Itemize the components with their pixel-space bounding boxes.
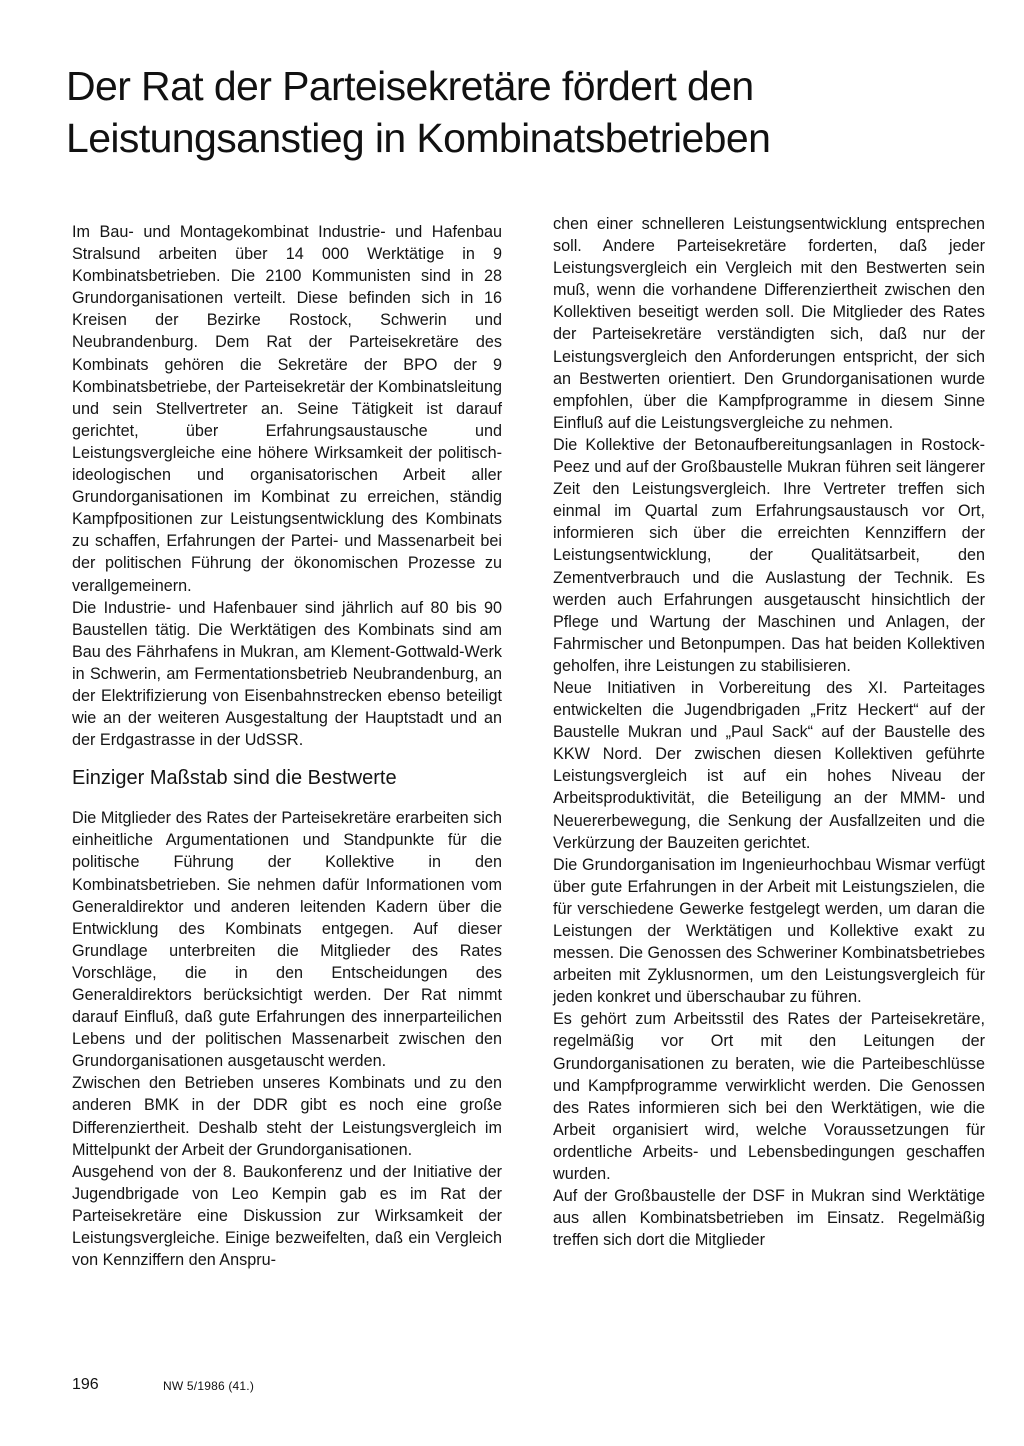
paragraph: Zwischen den Betrieben unseres Kombinats und zu den anderen BMK in der DDR gibt es noch eine große Differenziertheit. Deshalb steht der Leistungsvergleich im Mittelpunkt der Arbeit der Grundorganisationen. <box>72 1074 502 1159</box>
paragraph: Die Grundorganisation im Ingenieurhochbau Wismar verfügt über gute Erfahrungen in der Arbeit mit Leistungszielen, die für verschiedene Gewerke festgelegt werden, um daran die Leistungen der Werktätigen und Kollektive exakt zu messen. Die Genossen des Schweriner Kombinatsbetriebes arbeiten mit Zyklusnormen, um den Leistungsvergleich für jeden konkret und überschaubar zu führen. <box>553 855 985 1007</box>
page-number: 196 <box>72 1376 99 1393</box>
journal-reference: NW 5/1986 (41.) <box>163 1379 255 1393</box>
paragraph: Auf der Großbaustelle der DSF in Mukran sind Werktätige aus allen Kombinatsbetrieben im Einsatz. Regelmäßig treffen sich dort die Mitglieder <box>553 1187 985 1250</box>
right-column <box>553 213 985 1251</box>
article-title-line-2: Leistungsanstieg in Kombinatsbetrieben <box>66 115 771 161</box>
paragraph: Im Bau- und Montagekombinat Industrie- und Hafenbau Stralsund arbeiten über 14 000 Werktätige in 9 Kombinatsbetrieben. Die 2100 Kommunisten sind in 28 Grundorganisationen verteilt. Diese befinden sich in 16 Kreisen der Bezirke Rostock, Schwerin und Neubrandenburg. Dem Rat der Parteisekretäre des Kombinats gehören die Sekretäre der BPO der 9 Kombinatsbetriebe, der Parteisekretär der Kombinatsleitung und sein Stellvertreter an. Seine Tätigkeit ist darauf gerichtet, über Erfahrungsaustausche und Leistungsvergleiche eine höhere Wirksamkeit der politisch-ideologischen und organisatorischen Arbeit aller Grundorganisationen im Kombinat zu erreichen, ständig Kampfpositionen zur Leistungsentwicklung des Kombinats zu schaffen, Erfahrungen der Partei- und Massenarbeit bei der politischen Führung der ökonomischen Prozesse zu verallgemeinern. <box>72 223 502 595</box>
paragraph: chen einer schnelleren Leistungsentwicklung entsprechen soll. Andere Parteisekretäre forderten, daß jeder Leistungsvergleich ein Vergleich mit den Bestwerten sein muß, wenn die vorhandene Differenziertheit zwischen den Kollektiven beseitigt werden soll. Die Mitglieder des Rates der Parteisekretäre verständigten sich, daß nur der Leistungsvergleich den Anforderungen entspricht, der sich an Bestwerten orientiert. Den Grundorganisationen wurde empfohlen, über die Kampfprogramme in diesem Sinne Einfluß auf die Leistungsvergleiche zu nehmen. <box>553 215 985 432</box>
paragraph: Neue Initiativen in Vorbereitung des XI. Parteitages entwickelten die Jugendbrigaden „Fritz Heckert“ auf der Baustelle Mukran und „Paul Sack“ auf der Baustelle des KKW Nord. Der zwischen diesen Kollektiven geführte Leistungsvergleich ist auf ein hohes Niveau der Arbeitsproduktivität, die Beteiligung an der MMM- und Neuererbewegung, die Senkung der Ausfallzeiten und die Verkürzung der Bauzeiten gerichtet. <box>553 678 985 852</box>
paragraph: Die Industrie- und Hafenbauer sind jährlich auf 80 bis 90 Baustellen tätig. Die Werktätigen des Kombinats sind am Bau des Fährhafens in Mukran, am Klement-Gottwald-Werk in Schwerin, am Fermentationsbetrieb Neubrandenburg, an der Elektrifizierung von Eisenbahnstrecken ebenso beteiligt wie an der weiteren Ausgestaltung der Hauptstadt und an der Erdgastrasse in der UdSSR. <box>72 598 502 750</box>
paragraph: Es gehört zum Arbeitsstil des Rates der Parteisekretäre, regelmäßig vor Ort mit den Leitungen der Grundorganisationen zu beraten, wie die Parteibeschlüsse und Kampfprogramme verwirklicht werden. Die Genossen des Rates informieren sich bei den Werktätigen, wie die Arbeit organisiert wird, welche Voraussetzungen für ordentliche Arbeits- und Lebensbedingungen geschaffen wurden. <box>553 1010 985 1184</box>
paragraph: Ausgehend von der 8. Baukonferenz und der Initiative der Jugendbrigade von Leo Kempin gab es im Rat der Parteisekretäre eine Diskussion zur Wirksamkeit der Leistungsvergleiche. Einige bezweifelten, daß ein Vergleich von Kennziffern den Anspru- <box>72 1162 502 1270</box>
paragraph: Die Kollektive der Betonaufbereitungsanlagen in Rostock-Peez und auf der Großbaustelle Mukran führen seit längerer Zeit den Leistungsvergleich. Ihre Vertreter treffen sich einmal im Quartal zum Erfahrungsaustausch vor Ort, informieren sich über die erreichten Kennziffern der Leistungsentwicklung, der Qualitätsarbeit, den Zementverbrauch und die Auslastung der Technik. Es werden auch Erfahrungen ausgetauscht hinsichtlich der Pflege und Wartung der Maschinen und Anlagen, der Fahrmischer und Betonpumpen. Das hat beiden Kollektiven geholfen, ihre Leistungen zu stabilisieren. <box>553 435 985 675</box>
paragraph: Die Mitglieder des Rates der Parteisekretäre erarbeiten sich einheitliche Argumentationen und Standpunkte für die politische Führung der Kollektive in den Kombinatsbetrieben. Sie nehmen dafür Informationen vom Generaldirektor und anderen leitenden Kadern über die Entwicklung des Kombinats entgegen. Auf dieser Grundlage unterbreiten die Mitglieder des Rates Vorschläge, die in den Entscheidungen des Generaldirektors berücksichtigt werden. Der Rat nimmt darauf Einfluß, daß gute Erfahrungen des innerparteilichen Lebens und der politischen Massenarbeit zwischen den Grundorganisationen ausgetauscht werden. <box>72 809 502 1071</box>
article-title <box>66 60 966 164</box>
left-column <box>72 221 502 1271</box>
section-subheading: Einziger Maßstab sind die Bestwerte <box>72 767 397 790</box>
article-title-line-1: Der Rat der Parteisekretäre fördert den <box>66 63 754 109</box>
